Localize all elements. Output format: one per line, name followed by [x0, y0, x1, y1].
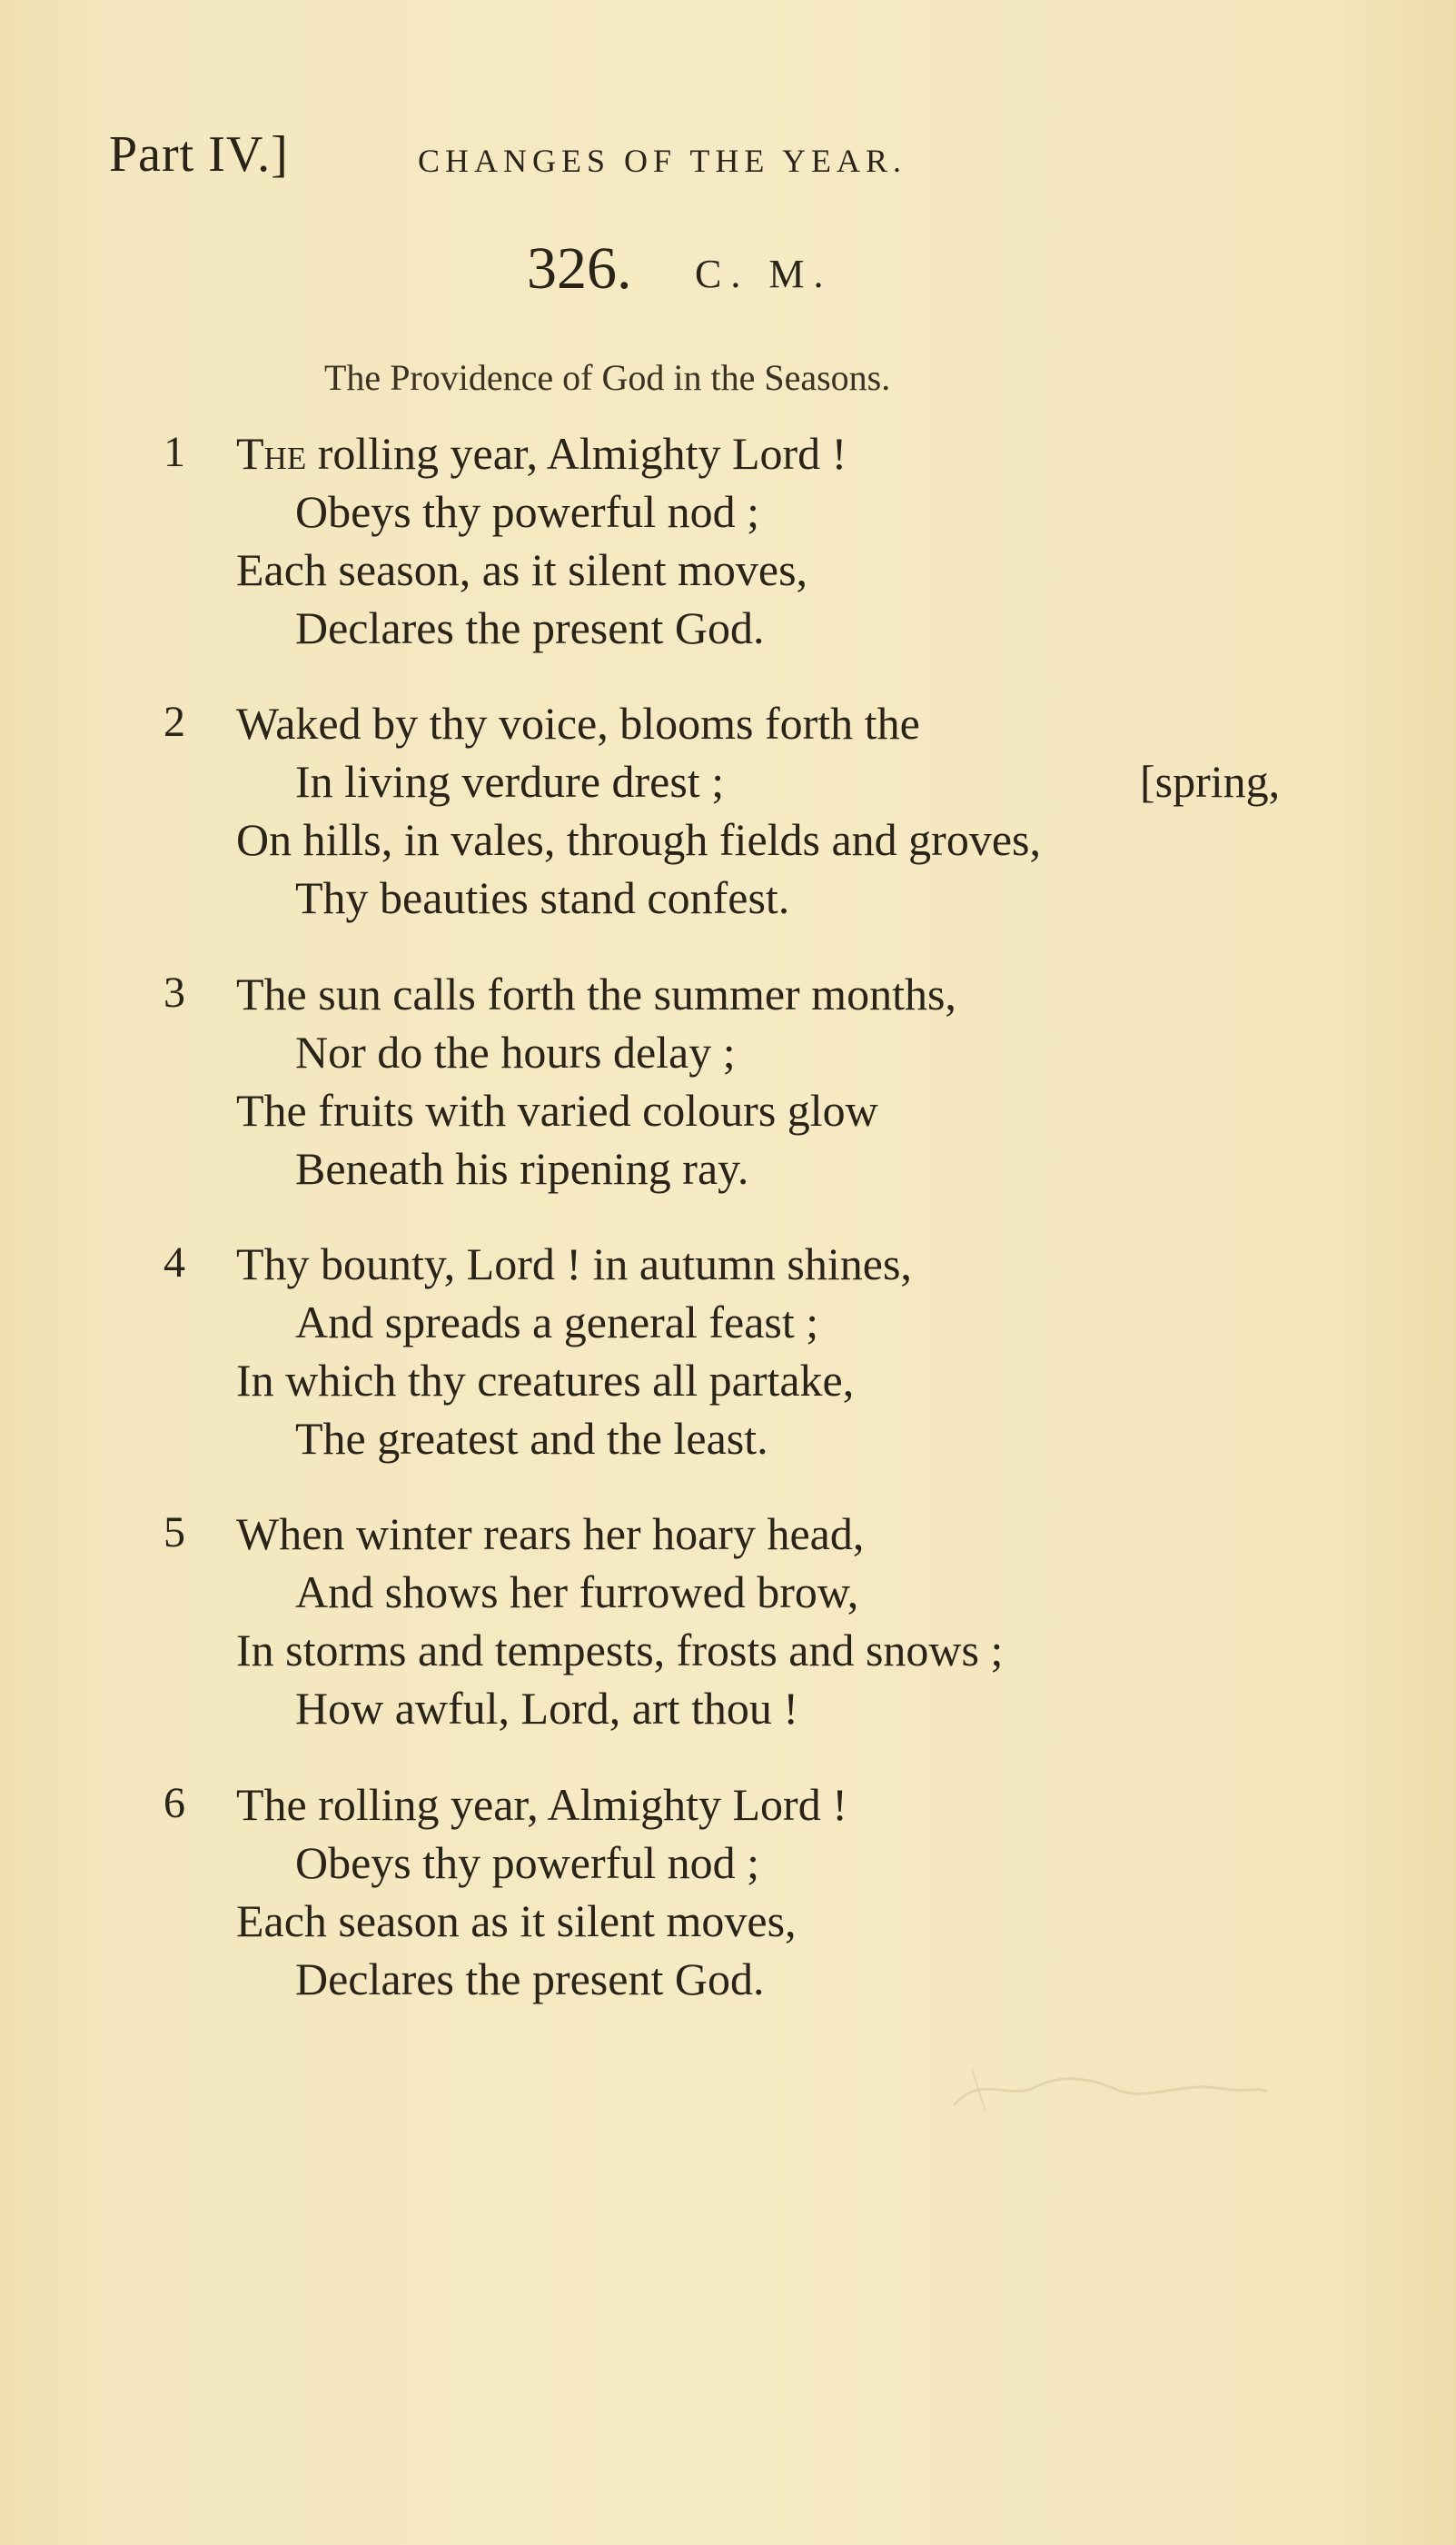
- stanza-line: Declares the present God.: [295, 602, 765, 653]
- stanza-line: The greatest and the least.: [295, 1413, 768, 1464]
- stanza-line: Thy bounty, Lord ! in autumn shines,: [236, 1238, 912, 1289]
- running-title: CHANGES OF THE YEAR.: [418, 143, 907, 179]
- stanza-line: In which thy creatures all partake,: [236, 1355, 855, 1406]
- stanza-line: And shows her furrowed brow,: [295, 1566, 859, 1617]
- stanza-line: The fruits with varied colours glow: [236, 1085, 878, 1136]
- stanza-line: How awful, Lord, art thou !: [295, 1683, 799, 1734]
- stanza-line: Obeys thy powerful nod ;: [295, 486, 760, 537]
- stanza-number: 4: [163, 1238, 185, 1287]
- stanza-number: 2: [163, 698, 185, 746]
- stanza-line: Thy beauties stand confest.: [295, 872, 790, 923]
- stanza-line: Each season as it silent moves,: [236, 1895, 797, 1946]
- stanza-line: Declares the present God.: [295, 1953, 765, 2004]
- stanza-line: Beneath his ripening ray.: [295, 1143, 749, 1194]
- stanza-line: In storms and tempests, frosts and snows ;: [236, 1625, 1004, 1675]
- stanza-line: On hills, in vales, through fields and groves,: [236, 814, 1041, 865]
- stanza-number: 5: [163, 1508, 185, 1556]
- hymn-subtitle: The Providence of God in the Seasons.: [324, 357, 891, 398]
- stanza-line: When winter rears her hoary head,: [236, 1508, 865, 1559]
- stanza-line: The rolling year, Almighty Lord !: [236, 1779, 847, 1830]
- stanza-line: Nor do the hours delay ;: [295, 1027, 736, 1078]
- stanza-number: 1: [163, 428, 185, 476]
- stanza-number: 3: [163, 969, 185, 1017]
- first-line-rest: rolling year, Almighty Lord !: [317, 428, 847, 479]
- hymn-number: 326.: [527, 235, 632, 302]
- part-label: Part IV.]: [109, 126, 289, 183]
- running-header: [109, 125, 1381, 189]
- stanza-line: And spreads a general feast ;: [295, 1297, 819, 1347]
- first-word: The: [236, 428, 307, 479]
- stanza-line: In living verdure drest ;: [295, 756, 725, 807]
- stanza-line: Waked by thy voice, blooms forth the: [236, 698, 920, 749]
- stanza-line: Obeys thy powerful nod ;: [295, 1837, 760, 1888]
- faded-pencil-mark: [945, 2055, 1272, 2119]
- hymn-heading: [527, 234, 1163, 307]
- turnover-word: [spring,: [1140, 756, 1281, 807]
- hymn-meter: C. M.: [695, 252, 833, 296]
- stanza-line: [236, 427, 847, 480]
- stanza-line: The sun calls forth the summer months,: [236, 969, 956, 1019]
- stanza-line: Each season, as it silent moves,: [236, 544, 808, 595]
- stanza-number: 6: [163, 1779, 185, 1827]
